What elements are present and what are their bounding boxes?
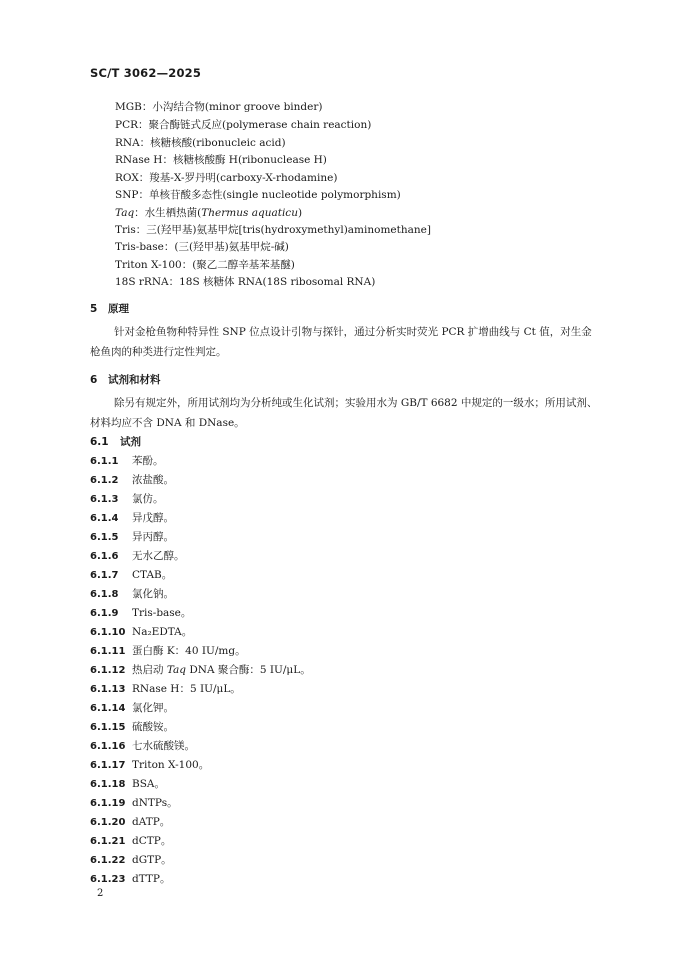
reagent-number: 6.1.14 — [90, 703, 126, 714]
reagent-number: 6.1.23 — [90, 874, 126, 885]
reagent-item — [90, 529, 174, 544]
reagent-text: CTAB。 — [132, 569, 173, 581]
reagent-item — [90, 719, 174, 734]
reagent-item — [90, 871, 171, 886]
abbr-rox: ROX：羧基-X-罗丹明(carboxy-X-rhodamine) — [115, 172, 338, 184]
reagent-number: 6.1.1 — [90, 456, 119, 467]
reagent-text: 氯仿。 — [132, 493, 164, 505]
reagent-item — [90, 586, 174, 601]
reagent-item — [90, 491, 164, 506]
reagent-text: 浓盐酸。 — [132, 474, 174, 486]
reagent-item — [90, 510, 174, 525]
abbr-pcr: PCR：聚合酶链式反应(polymerase chain reaction) — [115, 119, 372, 131]
reagent-text: dATP。 — [132, 816, 171, 828]
reagent-number: 6.1.17 — [90, 760, 126, 771]
reagent-text: 无水乙醇。 — [132, 550, 185, 562]
reagent-text: dGTP。 — [132, 854, 172, 866]
page-number: 2 — [97, 888, 104, 899]
reagent-number: 6.1.8 — [90, 589, 119, 600]
abbr-mgb: MGB：小沟结合物(minor groove binder) — [115, 101, 323, 113]
reagent-number: 6.1.16 — [90, 741, 126, 752]
reagent-text: Tris-base。 — [132, 607, 192, 619]
reagent-number: 6.1.20 — [90, 817, 126, 828]
reagent-item — [90, 624, 192, 639]
reagent-item — [90, 453, 164, 468]
abbr-rnase-h: RNase H：核糖核酸酶 H(ribonuclease H) — [115, 154, 327, 166]
abbr-18s-rrna: 18S rRNA：18S 核糖体 RNA(18S ribosomal RNA) — [115, 276, 376, 288]
reagent-text-post: DNA 聚合酶：5 IU/μL。 — [186, 664, 311, 676]
reagent-text: BSA。 — [132, 778, 165, 790]
reagent-item — [90, 776, 165, 791]
abbr-tris: Tris：三(羟甲基)氨基甲烷[tris(hydroxymethyl)aminomethane] — [115, 224, 431, 236]
reagent-item — [90, 757, 209, 772]
reagent-text: dTTP。 — [132, 873, 171, 885]
abbr-tris-base: Tris-base：(三(羟甲基)氨基甲烷-碱) — [115, 241, 289, 253]
abbr-taq — [115, 206, 302, 220]
abbr-taq-close: ) — [297, 207, 303, 219]
section-5-heading — [90, 301, 129, 316]
abbr-taq-def: ：水生栖热菌( — [134, 207, 202, 219]
reagent-text: 异丙醇。 — [132, 531, 174, 543]
reagent-text: 氯化钾。 — [132, 702, 174, 714]
abbr-snp: SNP：单核苷酸多态性(single nucleotide polymorphism) — [115, 189, 401, 201]
reagent-item — [90, 833, 171, 848]
subsection-6-1-heading — [90, 434, 141, 449]
subsection-6-1-number: 6.1 — [90, 436, 109, 448]
reagent-item — [90, 548, 185, 563]
section-6-text: 除另有规定外，所用试剂均为分析纯或生化试剂；实验用水为 GB/T 6682 中规定的一级水；所用试剂、材料均应不含 DNA 和 DNase。 — [90, 397, 598, 429]
reagent-number: 6.1.21 — [90, 836, 126, 847]
reagent-item — [90, 567, 172, 582]
abbr-taq-latin: Thermus aquaticu — [201, 207, 298, 219]
reagent-item — [90, 852, 172, 867]
reagent-text: dCTP。 — [132, 835, 172, 847]
reagent-text: Na₂EDTA。 — [132, 626, 193, 638]
section-6-heading — [90, 372, 161, 387]
section-6-title: 试剂和材料 — [108, 374, 161, 386]
section-5-title: 原理 — [108, 303, 129, 315]
reagent-text: Triton X-100。 — [132, 759, 210, 771]
subsection-6-1-title: 试剂 — [120, 436, 141, 448]
reagent-number: 6.1.7 — [90, 570, 119, 581]
reagent-item — [90, 472, 174, 487]
reagent-item — [90, 605, 191, 620]
abbr-taq-term: Taq — [115, 207, 135, 219]
reagent-item — [90, 643, 246, 658]
reagent-text: 蛋白酶 K：40 IU/mg。 — [132, 645, 246, 657]
reagent-text: dNTPs。 — [132, 797, 178, 809]
section-5-text: 针对金枪鱼物种特异性 SNP 位点设计引物与探针，通过分析实时荧光 PCR 扩增曲线与 Ct 值，对生金枪鱼肉的种类进行定性判定。 — [90, 326, 592, 358]
reagent-item — [90, 662, 311, 677]
abbr-rna: RNA：核糖核酸(ribonucleic acid) — [115, 137, 286, 149]
section-6-number: 6 — [90, 374, 98, 386]
reagent-number: 6.1.13 — [90, 684, 126, 695]
reagent-number: 6.1.11 — [90, 646, 126, 657]
reagent-item — [90, 814, 170, 829]
reagent-number: 6.1.5 — [90, 532, 119, 543]
reagent-number: 6.1.18 — [90, 779, 126, 790]
reagent-number: 6.1.22 — [90, 855, 126, 866]
reagent-text: 异戊醇。 — [132, 512, 174, 524]
reagent-text-italic: Taq — [166, 664, 187, 676]
reagent-item — [90, 795, 178, 810]
reagent-number: 6.1.3 — [90, 494, 119, 505]
reagent-number: 6.1.10 — [90, 627, 126, 638]
reagent-item — [90, 700, 174, 715]
standard-code: SC/T 3062—2025 — [90, 66, 202, 80]
section-5-number: 5 — [90, 303, 98, 315]
reagent-text: 苯酚。 — [132, 455, 164, 467]
abbr-triton: Triton X-100：(聚乙二醇辛基苯基醚) — [115, 259, 295, 271]
reagent-text — [132, 664, 311, 676]
reagent-number: 6.1.12 — [90, 665, 126, 676]
reagent-number: 6.1.15 — [90, 722, 126, 733]
reagent-item — [90, 681, 241, 696]
reagent-text-pre: 热启动 — [132, 664, 167, 676]
reagent-number: 6.1.2 — [90, 475, 119, 486]
reagent-text: 硫酸铵。 — [132, 721, 174, 733]
reagent-number: 6.1.6 — [90, 551, 119, 562]
reagent-number: 6.1.9 — [90, 608, 119, 619]
reagent-text: RNase H：5 IU/μL。 — [132, 683, 241, 695]
reagent-text: 七水硫酸镁。 — [132, 740, 195, 752]
reagent-number: 6.1.19 — [90, 798, 126, 809]
reagent-item — [90, 738, 195, 753]
reagent-text: 氯化钠。 — [132, 588, 174, 600]
reagent-number: 6.1.4 — [90, 513, 119, 524]
